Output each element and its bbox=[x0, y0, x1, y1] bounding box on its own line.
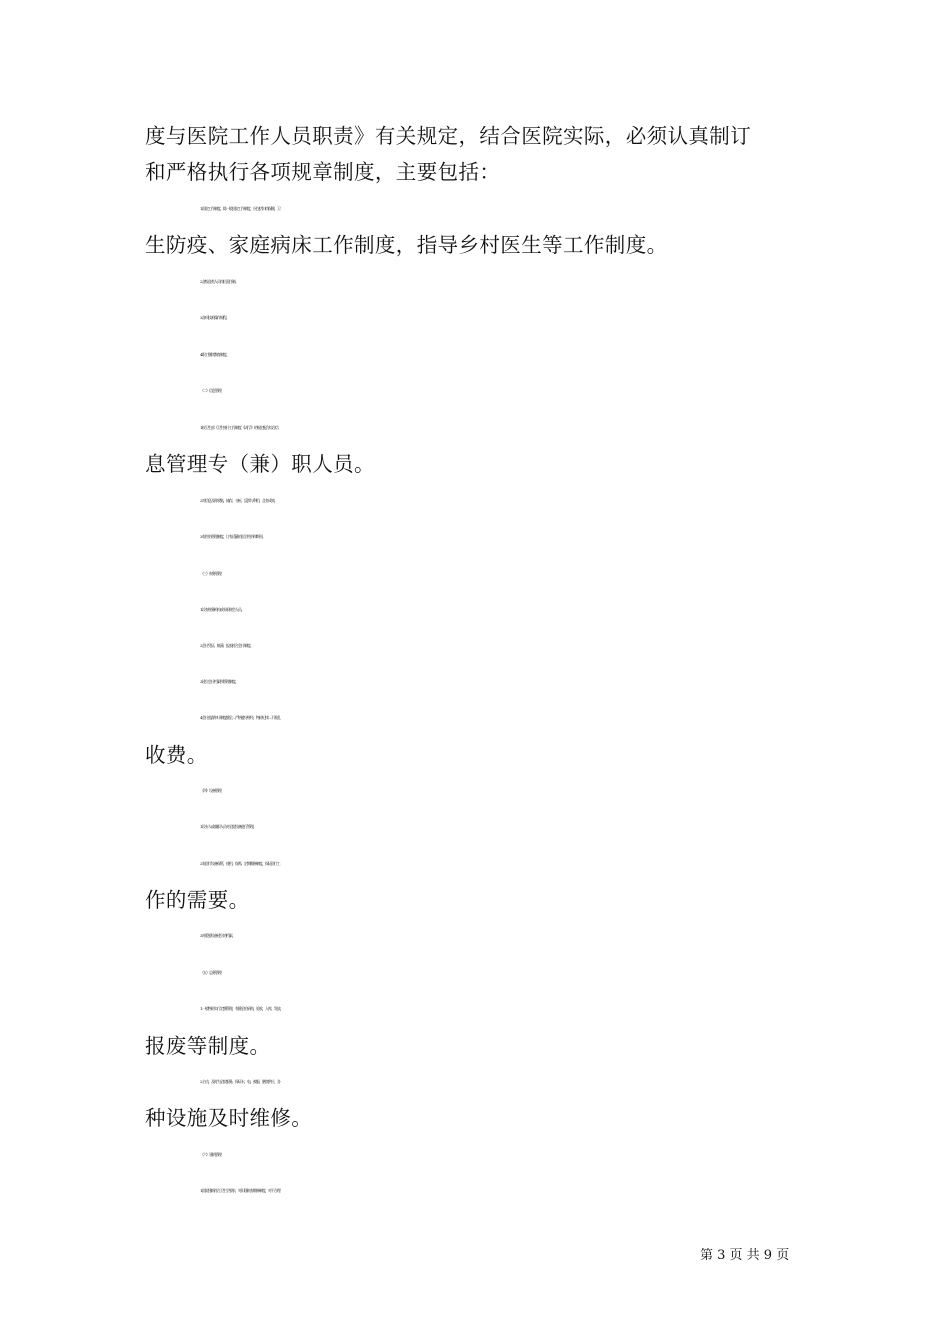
section-heading: （四）设备管理 bbox=[200, 788, 221, 793]
text-line: 4.会计监督审计制度健全︿严格遵守财经、物价纪律︿不准乱 bbox=[200, 715, 280, 720]
text-line: 和严格执行各项规章制度，主要包括： bbox=[145, 160, 501, 184]
text-line: 生防疫、家庭病床工作制度，指导乡村医生等工作制度。 bbox=[145, 233, 668, 257]
text-line: 作的需要。 bbox=[145, 888, 250, 912]
section-heading: （六）建筑管理 bbox=[200, 1152, 221, 1157]
text-line: 1.设专人或兼职人员对全院设备进行管理。 bbox=[200, 824, 256, 829]
text-line: 3.各项技术操作规程。 bbox=[200, 315, 229, 320]
text-line: 2.各级各类人员岗位责任制。 bbox=[200, 279, 238, 284]
text-line: 报废等制度。 bbox=[145, 1034, 271, 1058]
text-line: 3.有图书管理制度，订有适量的医学图书和期刊。 bbox=[200, 534, 265, 539]
text-line: 1.设有财务机构或专职财会人员。 bbox=[200, 607, 244, 612]
text-line: 2.会计凭证、帐薄、报表符合会计制度。 bbox=[200, 643, 253, 648]
section-heading: （五）总务管理 bbox=[200, 970, 221, 975]
text-line: 1.一般物资实行定额管理，有健全的采购、验收、入库、发放、 bbox=[200, 1006, 283, 1011]
text-line: 息管理专（兼）职人员。 bbox=[145, 452, 375, 476]
text-line: 度与医院工作人员职责》有关规定，结合医院实际，必须认真制订 bbox=[145, 124, 752, 148]
text-line: 1.医院工作制度。除一般医院工作制度，应包括妇幼保健、卫 bbox=[200, 206, 280, 211]
text-line: 4.职工继续教育制度。 bbox=[200, 352, 229, 357]
text-line: 2.有医疗设备保管、使用、保养、定期维修制度，保证医疗工 bbox=[200, 861, 280, 866]
section-heading: （三）财务管理 bbox=[200, 571, 221, 576]
page-number-footer: 第 3 页 共 9 页 bbox=[700, 1248, 790, 1263]
text-line: 3.建立会计档案和管理制度。 bbox=[200, 679, 238, 684]
text-line: 1.按卫生部《卫生统计工作制度（试行）》的规定配合综合信 bbox=[200, 425, 278, 430]
text-line: 2.主动、及时为全院服务，保证水、电、被服、膳食供应，各 bbox=[200, 1079, 280, 1084]
section-heading: （二）信息管理 bbox=[200, 388, 221, 393]
text-line: 收费。 bbox=[145, 743, 208, 767]
text-line: 3.对重要设备建立的档案。 bbox=[200, 933, 235, 938]
text-line: 1.医院建筑符合卫生学要求，对旧建筑有维修制度，对不合理 bbox=[200, 1188, 280, 1193]
text-line: 种设施及时维修。 bbox=[145, 1106, 313, 1130]
text-line: 2.对信息及时收集、储存、分析、反馈与利用，且有成效。 bbox=[200, 498, 277, 503]
